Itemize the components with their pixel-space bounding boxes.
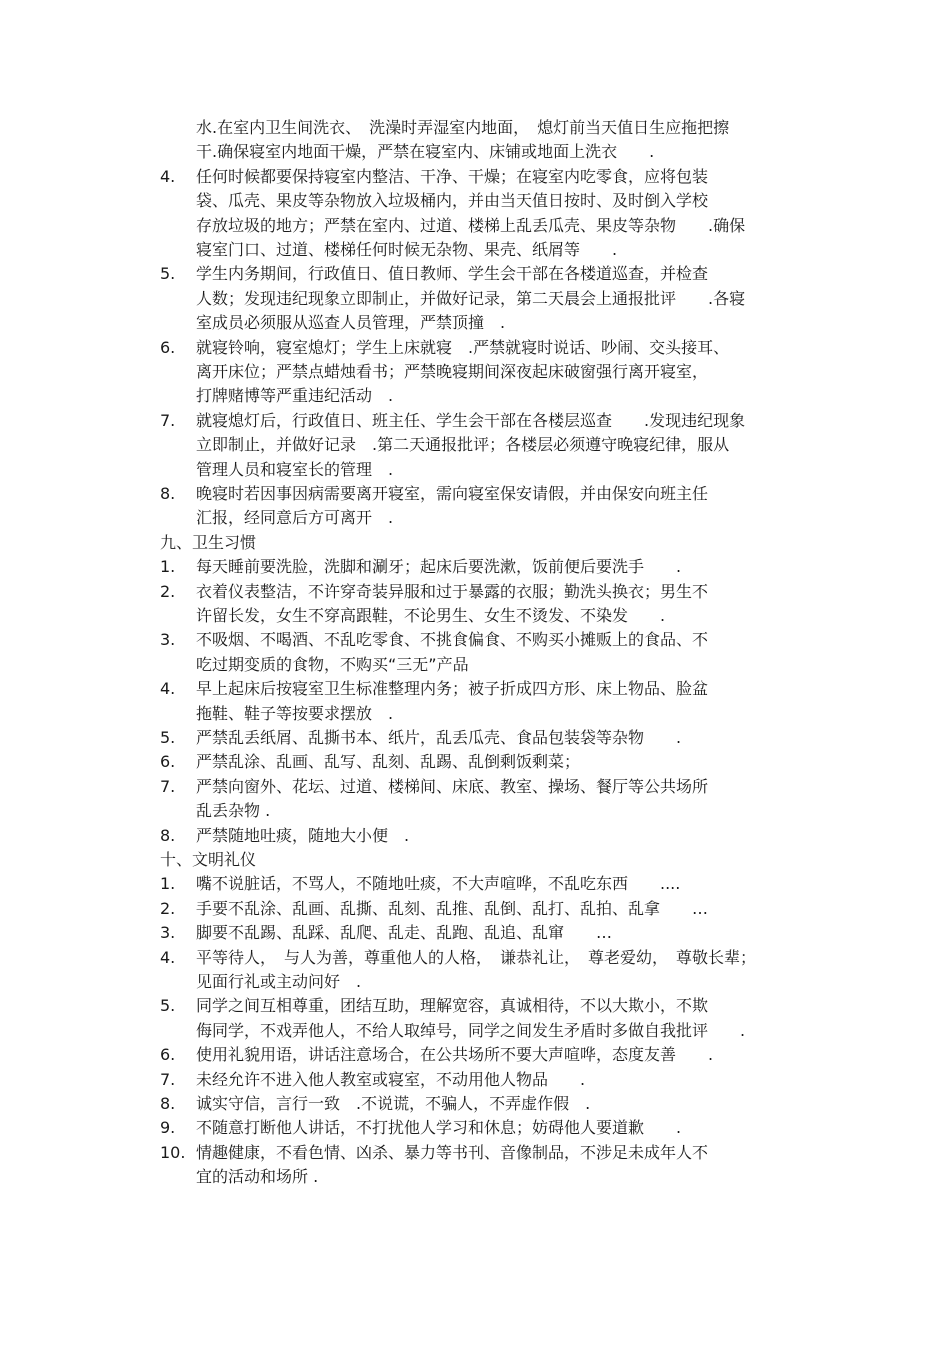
item-number: 5.	[160, 996, 176, 1016]
item-text: 不随意打断他人讲话，不打扰他人学习和休息；妨碍他人要道歉 .	[196, 1118, 682, 1138]
list-item	[160, 1141, 820, 1165]
item-text: 不吸烟、不喝酒、不乱吃零食、不挑食偏食、不购买小摊贩上的食品、不	[196, 630, 709, 650]
item-text: 拖鞋、鞋子等按要求摆放 .	[196, 703, 394, 723]
list-item	[160, 1043, 820, 1067]
list-item	[160, 775, 820, 799]
heading-text: 十、文明礼仪	[160, 850, 257, 869]
item-text: 许留长发，女生不穿高跟鞋，不论男生、女生不烫发、不染发 .	[196, 606, 666, 625]
list-item-continuation	[160, 458, 820, 482]
list-item-continuation	[160, 799, 820, 823]
item-text: 嘴不说脏话，不骂人，不随地吐痰，不大声喧哗，不乱吃东西 ....	[196, 874, 681, 894]
list-item	[160, 994, 820, 1018]
list-item-continuation	[160, 189, 820, 213]
list-item	[160, 262, 820, 286]
list-item	[160, 1068, 820, 1092]
list-item	[160, 872, 820, 896]
item-number: 9.	[160, 1118, 176, 1138]
item-text: 严禁随地吐痰，随地大小便 .	[196, 825, 410, 845]
item-number: 7.	[160, 776, 176, 796]
list-item	[160, 897, 820, 921]
item-text: 干.确保寝室内地面干燥，严禁在寝室内、床铺或地面上洗衣 .	[196, 142, 655, 162]
item-text: 使用礼貌用语，讲话注意场合，在公共场所不要大声喧哗，态度友善 .	[196, 1045, 714, 1065]
list-item-continuation	[160, 214, 820, 238]
item-text: 手要不乱涂、乱画、乱撕、乱刻、乱推、乱倒、乱打、乱拍、乱拿 …	[196, 898, 709, 918]
item-text: 寝室门口、过道、楼梯任何时候无杂物、果壳、纸屑等 .	[196, 240, 618, 259]
item-text: 早上起床后按寝室卫生标准整理内务；被子折成四方形、床上物品、脸盆	[196, 679, 709, 699]
list-item	[160, 1116, 820, 1140]
item-text: 就寝铃响，寝室熄灯；学生上床就寝 .严禁就寝时说话、吵闹、交头接耳、	[196, 337, 730, 357]
item-number: 5.	[160, 264, 176, 284]
item-number: 6.	[160, 752, 176, 772]
item-text: 宜的活动和场所 .	[196, 1167, 319, 1187]
item-number: 8.	[160, 1094, 176, 1113]
item-text: 人数；发现违纪现象立即制止，并做好记录，第二天晨会上通报批评 .各寝	[196, 288, 746, 308]
item-text: 立即制止，并做好记录 .第二天通报批评；各楼层必须遵守晚寝纪律，服从	[196, 435, 730, 455]
list-item-continuation	[160, 653, 820, 677]
list-item	[160, 336, 820, 360]
item-number: 6.	[160, 1045, 176, 1065]
item-number: 10.	[160, 1142, 186, 1162]
list-item	[160, 580, 820, 604]
list-item-continuation	[160, 970, 820, 994]
list-item	[160, 750, 820, 774]
item-text: 吃过期变质的食物，不购买“三无”产品	[196, 654, 469, 674]
item-text: 平等待人， 与人为善，尊重他人的人格， 谦恭礼让， 尊老爱幼， 尊敬长辈；	[196, 947, 757, 967]
item-text: 每天睡前要洗脸，洗脚和涮牙；起床后要洗漱，饭前便后要洗手 .	[196, 557, 682, 577]
item-number: 5.	[160, 728, 176, 747]
item-text: 就寝熄灯后，行政值日、班主任、学生会干部在各楼层巡查 .发现违纪现象	[196, 410, 746, 430]
item-text: 任何时候都要保持寝室内整洁、干净、干燥；在寝室内吃零食，应将包装	[196, 166, 709, 186]
section-heading	[160, 531, 820, 555]
item-text: 见面行礼或主动问好 .	[196, 972, 362, 991]
item-number: 7.	[160, 410, 176, 430]
item-text: 打牌赌博等严重违纪活动 .	[196, 386, 394, 406]
list-item	[160, 1092, 820, 1116]
item-number: 1.	[160, 874, 176, 894]
item-text: 管理人员和寝室长的管理 .	[196, 459, 394, 479]
item-number: 2.	[160, 581, 176, 601]
list-item	[160, 824, 820, 848]
list-item-continuation	[160, 604, 820, 628]
list-item-continuation	[160, 287, 820, 311]
section-heading	[160, 848, 820, 872]
item-text: 脚要不乱踢、乱踩、乱爬、乱走、乱跑、乱追、乱窜 …	[196, 923, 613, 943]
item-number: 2.	[160, 898, 176, 918]
list-item-continuation	[160, 433, 820, 457]
item-text: 袋、瓜壳、果皮等杂物放入垃圾桶内，并由当天值日按时、及时倒入学校	[196, 191, 709, 211]
item-text: 衣着仪表整洁，不许穿奇装异服和过于暴露的衣服；勤洗头换衣；男生不	[196, 581, 709, 601]
item-text: 晚寝时若因事因病需要离开寝室，需向寝室保安请假，并由保安向班主任	[196, 484, 709, 503]
list-item	[160, 677, 820, 701]
heading-text: 九、卫生习惯	[160, 532, 257, 552]
list-item	[160, 726, 820, 750]
item-number: 8.	[160, 825, 176, 845]
item-text: 侮同学，不戏弄他人，不给人取绰号，同学之间发生矛盾时多做自我批评 .	[196, 1020, 746, 1040]
item-text: 室成员必须服从巡查人员管理，严禁顶撞 .	[196, 313, 506, 333]
item-number: 4.	[160, 947, 176, 967]
item-text: 严禁乱涂、乱画、乱写、乱刻、乱踢、乱倒剩饭剩菜；	[196, 752, 581, 772]
list-item	[160, 555, 820, 579]
list-item	[160, 409, 820, 433]
item-text: 诚实守信，言行一致 .不说谎，不骗人，不弄虚作假 .	[196, 1094, 591, 1113]
list-item-continuation	[160, 384, 820, 408]
list-item-continuation	[160, 702, 820, 726]
list-item	[160, 628, 820, 652]
item-text: 情趣健康，不看色情、凶杀、暴力等书刊、音像制品，不涉足未成年人不	[196, 1142, 709, 1162]
list-item	[160, 946, 820, 970]
list-item	[160, 165, 820, 189]
item-number: 6.	[160, 337, 176, 357]
list-item-continuation	[160, 506, 820, 530]
item-text: 学生内务期间，行政值日、值日教师、学生会干部在各楼道巡查，并检查	[196, 264, 709, 284]
item-text: 未经允许不进入他人教室或寝室，不动用他人物品 .	[196, 1069, 586, 1089]
item-text: 严禁乱丢纸屑、乱撕书本、纸片，乱丢瓜壳、食品包装袋等杂物 .	[196, 728, 682, 747]
list-item-continuation	[160, 1165, 820, 1189]
list-item-continuation	[160, 238, 820, 262]
list-item-continuation	[160, 360, 820, 384]
item-number: 8.	[160, 484, 176, 503]
item-number: 3.	[160, 630, 176, 650]
list-item-continuation	[160, 1019, 820, 1043]
item-text: 汇报，经同意后方可离开 .	[196, 508, 394, 528]
list-item	[160, 921, 820, 945]
list-item-continuation	[160, 140, 820, 164]
item-text: 同学之间互相尊重，团结互助，理解宽容，真诚相待，不以大欺小，不欺	[196, 996, 709, 1016]
item-number: 3.	[160, 923, 176, 943]
item-text: 乱丢杂物 .	[196, 801, 271, 821]
item-number: 4.	[160, 679, 176, 699]
item-text: 严禁向窗外、花坛、过道、楼梯间、床底、教室、操场、餐厅等公共场所	[196, 776, 709, 796]
item-text: 离开床位；严禁点蜡烛看书；严禁晚寝期间深夜起床破窗强行离开寝室，	[196, 362, 709, 381]
item-number: 7.	[160, 1069, 176, 1089]
item-text: 存放垃圾的地方；严禁在室内、过道、楼梯上乱丢瓜壳、果皮等杂物 .确保	[196, 215, 746, 235]
list-item-continuation	[160, 116, 820, 140]
item-number: 1.	[160, 557, 176, 577]
list-item	[160, 482, 820, 506]
item-number: 4.	[160, 166, 176, 186]
list-item-continuation	[160, 311, 820, 335]
item-text: 水.在室内卫生间洗衣、 洗澡时弄湿室内地面， 熄灯前当天值日生应拖把擦	[196, 118, 730, 137]
